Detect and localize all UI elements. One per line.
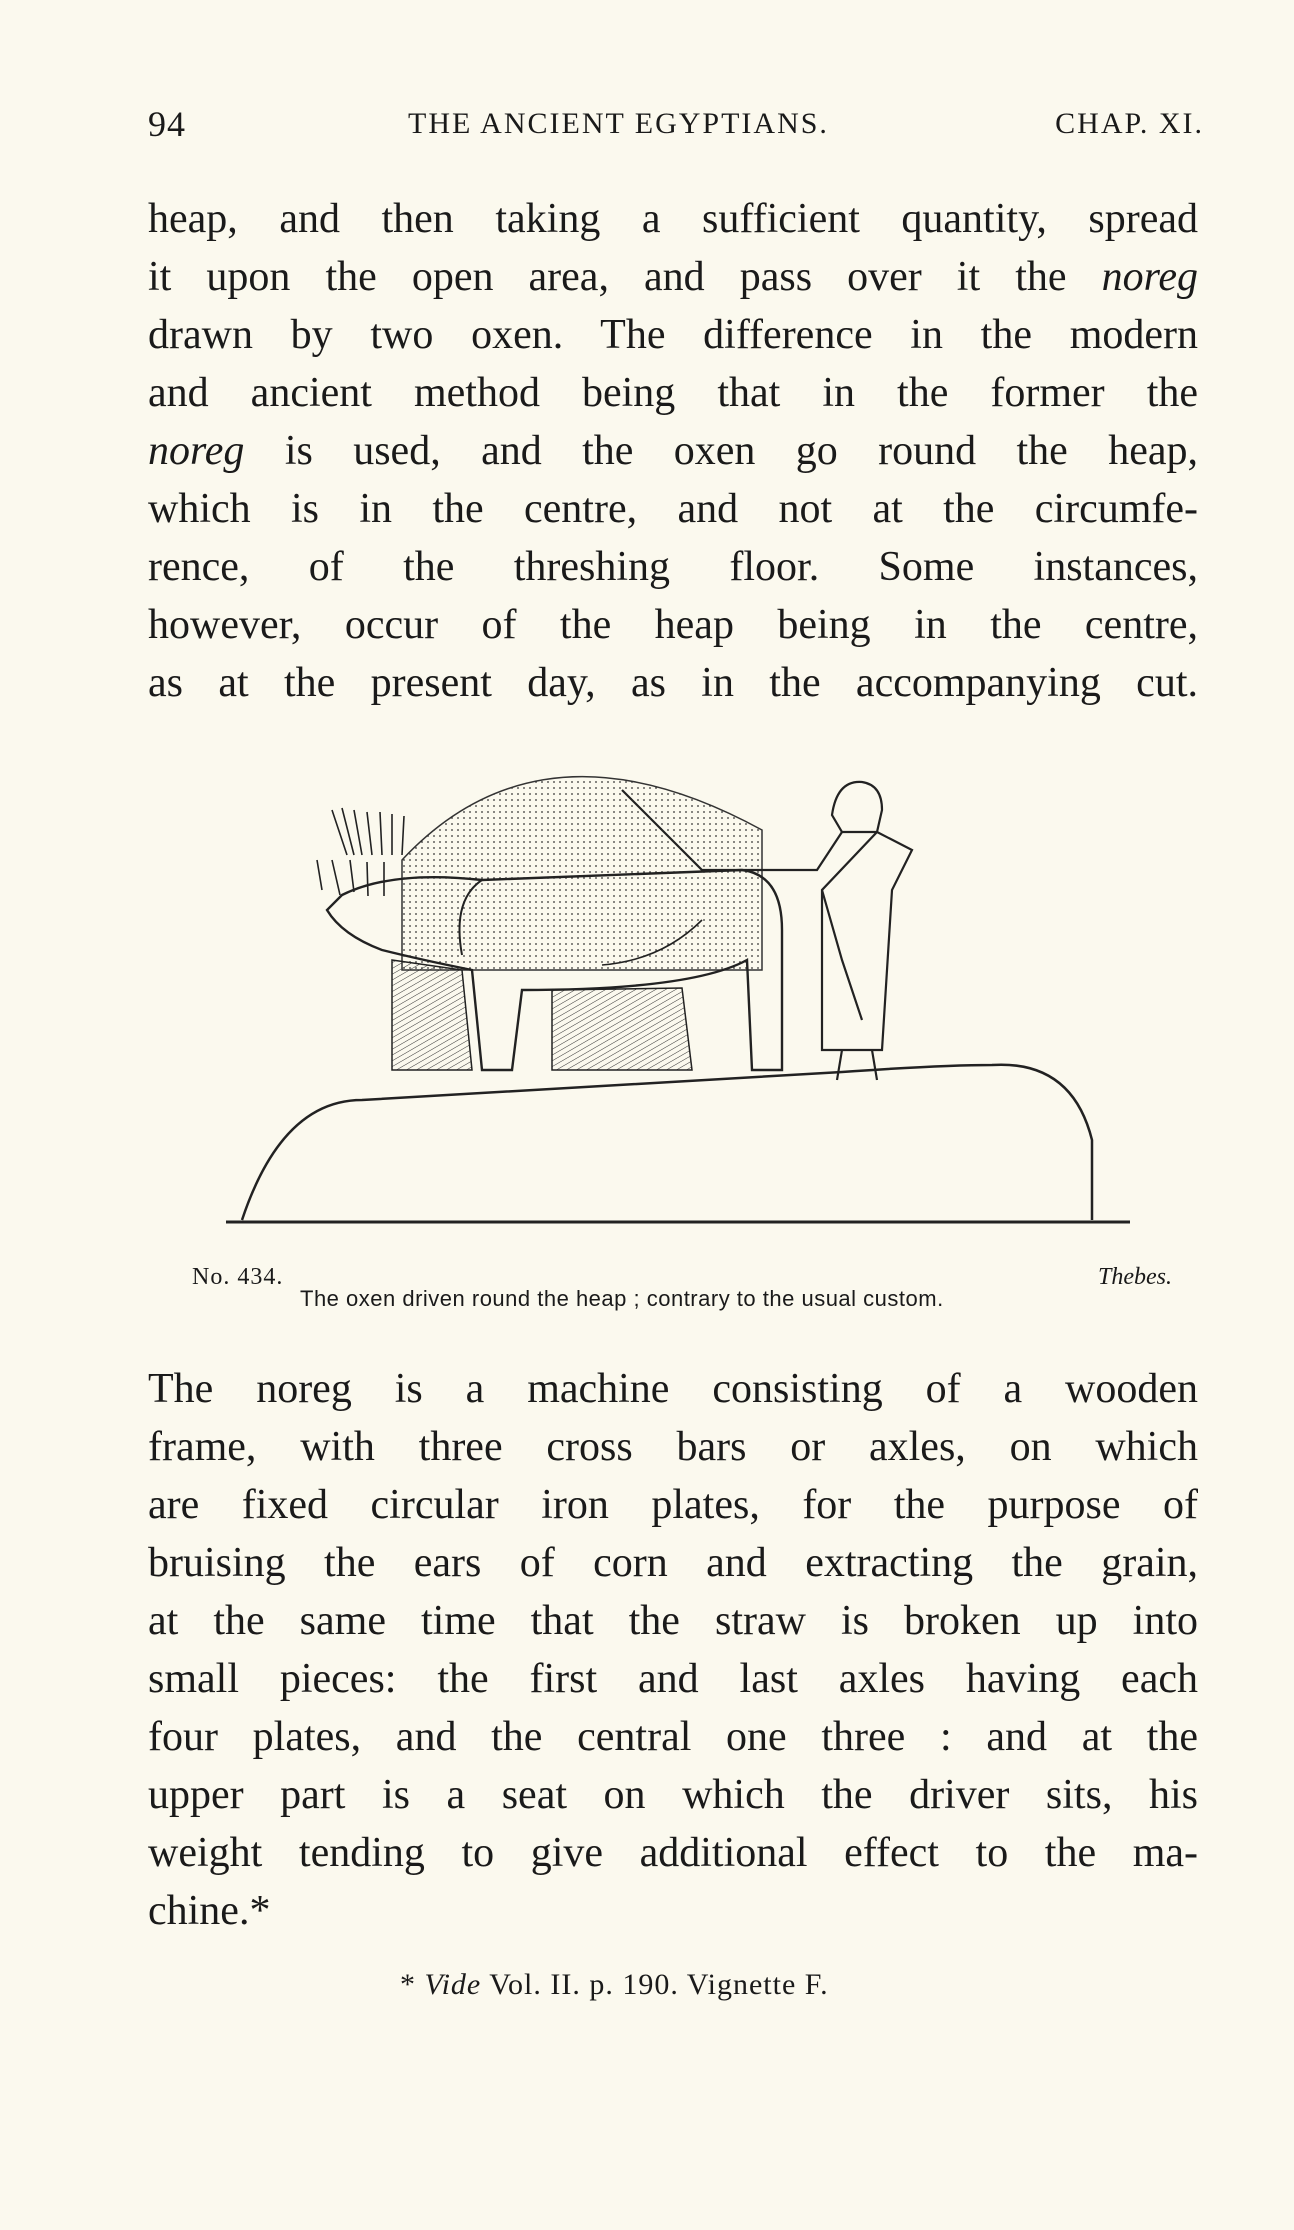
- term-noreg: noreg: [148, 428, 245, 474]
- text-line: as at the present day, as in the accompanying cut.: [148, 660, 1198, 706]
- text-line: weight tending to give additional effect to the ma-: [148, 1830, 1198, 1876]
- footnote-reference: Vol. II. p. 190. Vignette F.: [489, 1968, 829, 2001]
- ox-belly-hatch: [552, 988, 692, 1070]
- figure-source: Thebes.: [1098, 1264, 1172, 1290]
- text-line: chine.*: [148, 1888, 271, 1934]
- text-line: frame, with three cross bars or axles, on which: [148, 1424, 1198, 1470]
- text-line: [148, 248, 1198, 306]
- text-line: which is in the centre, and not at the circumfe-: [148, 486, 1198, 532]
- threshing-illustration: [222, 720, 1134, 1240]
- figure-number: No. 434.: [192, 1264, 284, 1290]
- text-line: drawn by two oxen. The difference in the modern: [148, 312, 1198, 358]
- chapter-label: CHAP. XI.: [1055, 107, 1204, 140]
- page-number: 94: [148, 104, 186, 144]
- grain-heap: [402, 777, 762, 970]
- text-line: and ancient method being that in the former the: [148, 370, 1198, 416]
- text-line: [148, 422, 1198, 480]
- woodcut-figure: [222, 720, 1134, 1240]
- footnote-vide: Vide: [424, 1968, 482, 2001]
- text-line: rence, of the threshing floor. Some instances,: [148, 544, 1198, 590]
- text-fragment: is used, and the oxen go round the heap,: [284, 428, 1198, 474]
- footnote: [400, 1968, 1020, 2002]
- text-line: four plates, and the central one three : and at the: [148, 1714, 1198, 1760]
- term-noreg: noreg: [1101, 254, 1198, 300]
- running-title: THE ANCIENT EGYPTIANS.: [408, 107, 829, 140]
- text-line: heap, and then taking a sufficient quantity, spread: [148, 196, 1198, 242]
- text-line: bruising the ears of corn and extracting the grain,: [148, 1540, 1198, 1586]
- text-line: small pieces: the first and last axles having each: [148, 1656, 1198, 1702]
- text-line: are fixed circular iron plates, for the purpose of: [148, 1482, 1198, 1528]
- threshing-floor: [242, 1065, 1092, 1220]
- running-head: [148, 103, 1204, 149]
- grain-ears: [317, 808, 404, 896]
- text-line: upper part is a seat on which the driver sits, his: [148, 1772, 1198, 1818]
- text-line: at the same time that the straw is broken up into: [148, 1598, 1198, 1644]
- text-fragment: it upon the open area, and pass over it the: [148, 254, 1067, 300]
- text-line: however, occur of the heap being in the centre,: [148, 602, 1198, 648]
- footnote-marker: *: [400, 1968, 416, 2001]
- ox-legs-hatch: [392, 960, 472, 1070]
- figure-caption: The oxen driven round the heap ; contrary to the usual custom.: [300, 1286, 944, 1311]
- paragraph-1: [148, 190, 1198, 712]
- text-line: The noreg is a machine consisting of a wooden: [148, 1366, 1198, 1412]
- paragraph-2: [148, 1360, 1198, 1940]
